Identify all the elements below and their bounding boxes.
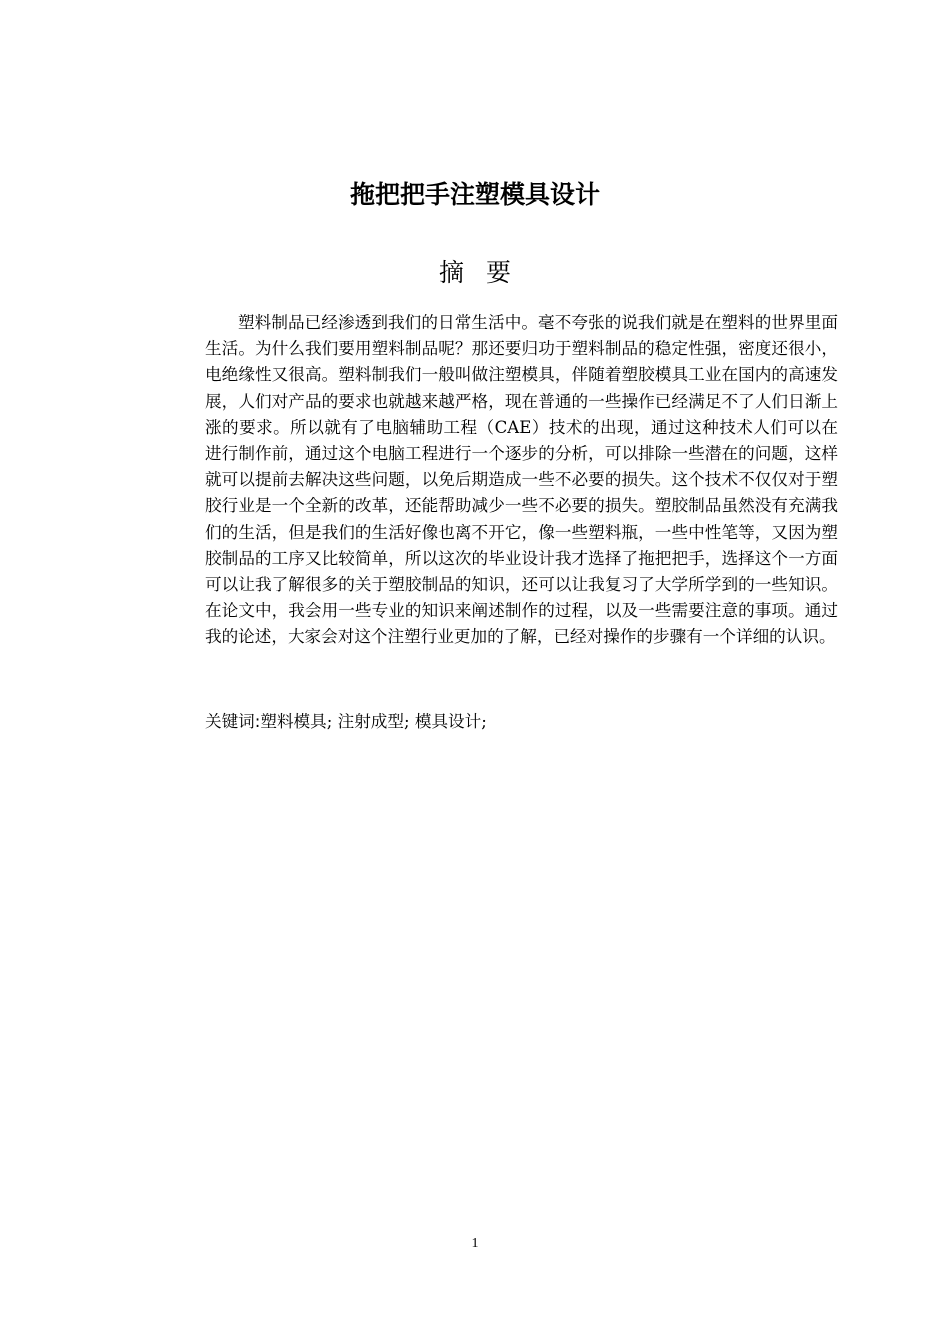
keywords-label: 关键词: (205, 712, 261, 731)
document-title: 拖把把手注塑模具设计 (349, 180, 600, 209)
page-number: 1 (471, 1236, 479, 1251)
keywords-list: 塑料模具; 注射成型; 模具设计; (260, 712, 487, 731)
abstract-heading-char-2: 要 (486, 258, 512, 287)
abstract-heading-char-1: 摘 (438, 258, 464, 287)
abstract-body: 塑料制品已经渗透到我们的日常生活中。毫不夸张的说我们就是在塑料的世界里面生活。为什么我们要用塑料制品呢？那还要归功于塑料制品的稳定性强，密度还很小，电绝缘性又很高。塑料制我们一般叫做注塑模具，伴随着塑胶模具工业在国内的高速发展，人们对产品的要求也就越来越严格，现在普通的一些操作已经满足不了人们日渐上涨的要求。所以就有了电脑辅助工程（CAE）技术的出现，通过这种技术人们可以在进行制作前，通过这个电脑工程进行一个逐步的分析，可以排除一些潜在的问题，这样就可以提前去解决这些问题，以免后期造成一些不必要的损失。这个技术不仅仅对于塑胶行业是一个全新的改革，还能帮助减少一些不必要的损失。塑胶制品虽然没有充满我们的生活，但是我们的生活好像也离不开它，像一些塑料瓶，一些中性笔等，又因为塑胶制品的工序又比较简单，所以这次的毕业设计我才选择了拖把把手，选择这个一方面可以让我了解很多的关于塑胶制品的知识，还可以让我复习了大学所学到的一些知识。在论文中，我会用一些专业的知识来阐述制作的过程，以及一些需要注意的事项。通过我的论述，大家会对这个注塑行业更加的了解，已经对操作的步骤有一个详细的认识。 (205, 313, 838, 647)
abstract-heading (0, 254, 950, 292)
keywords-line (205, 709, 838, 735)
